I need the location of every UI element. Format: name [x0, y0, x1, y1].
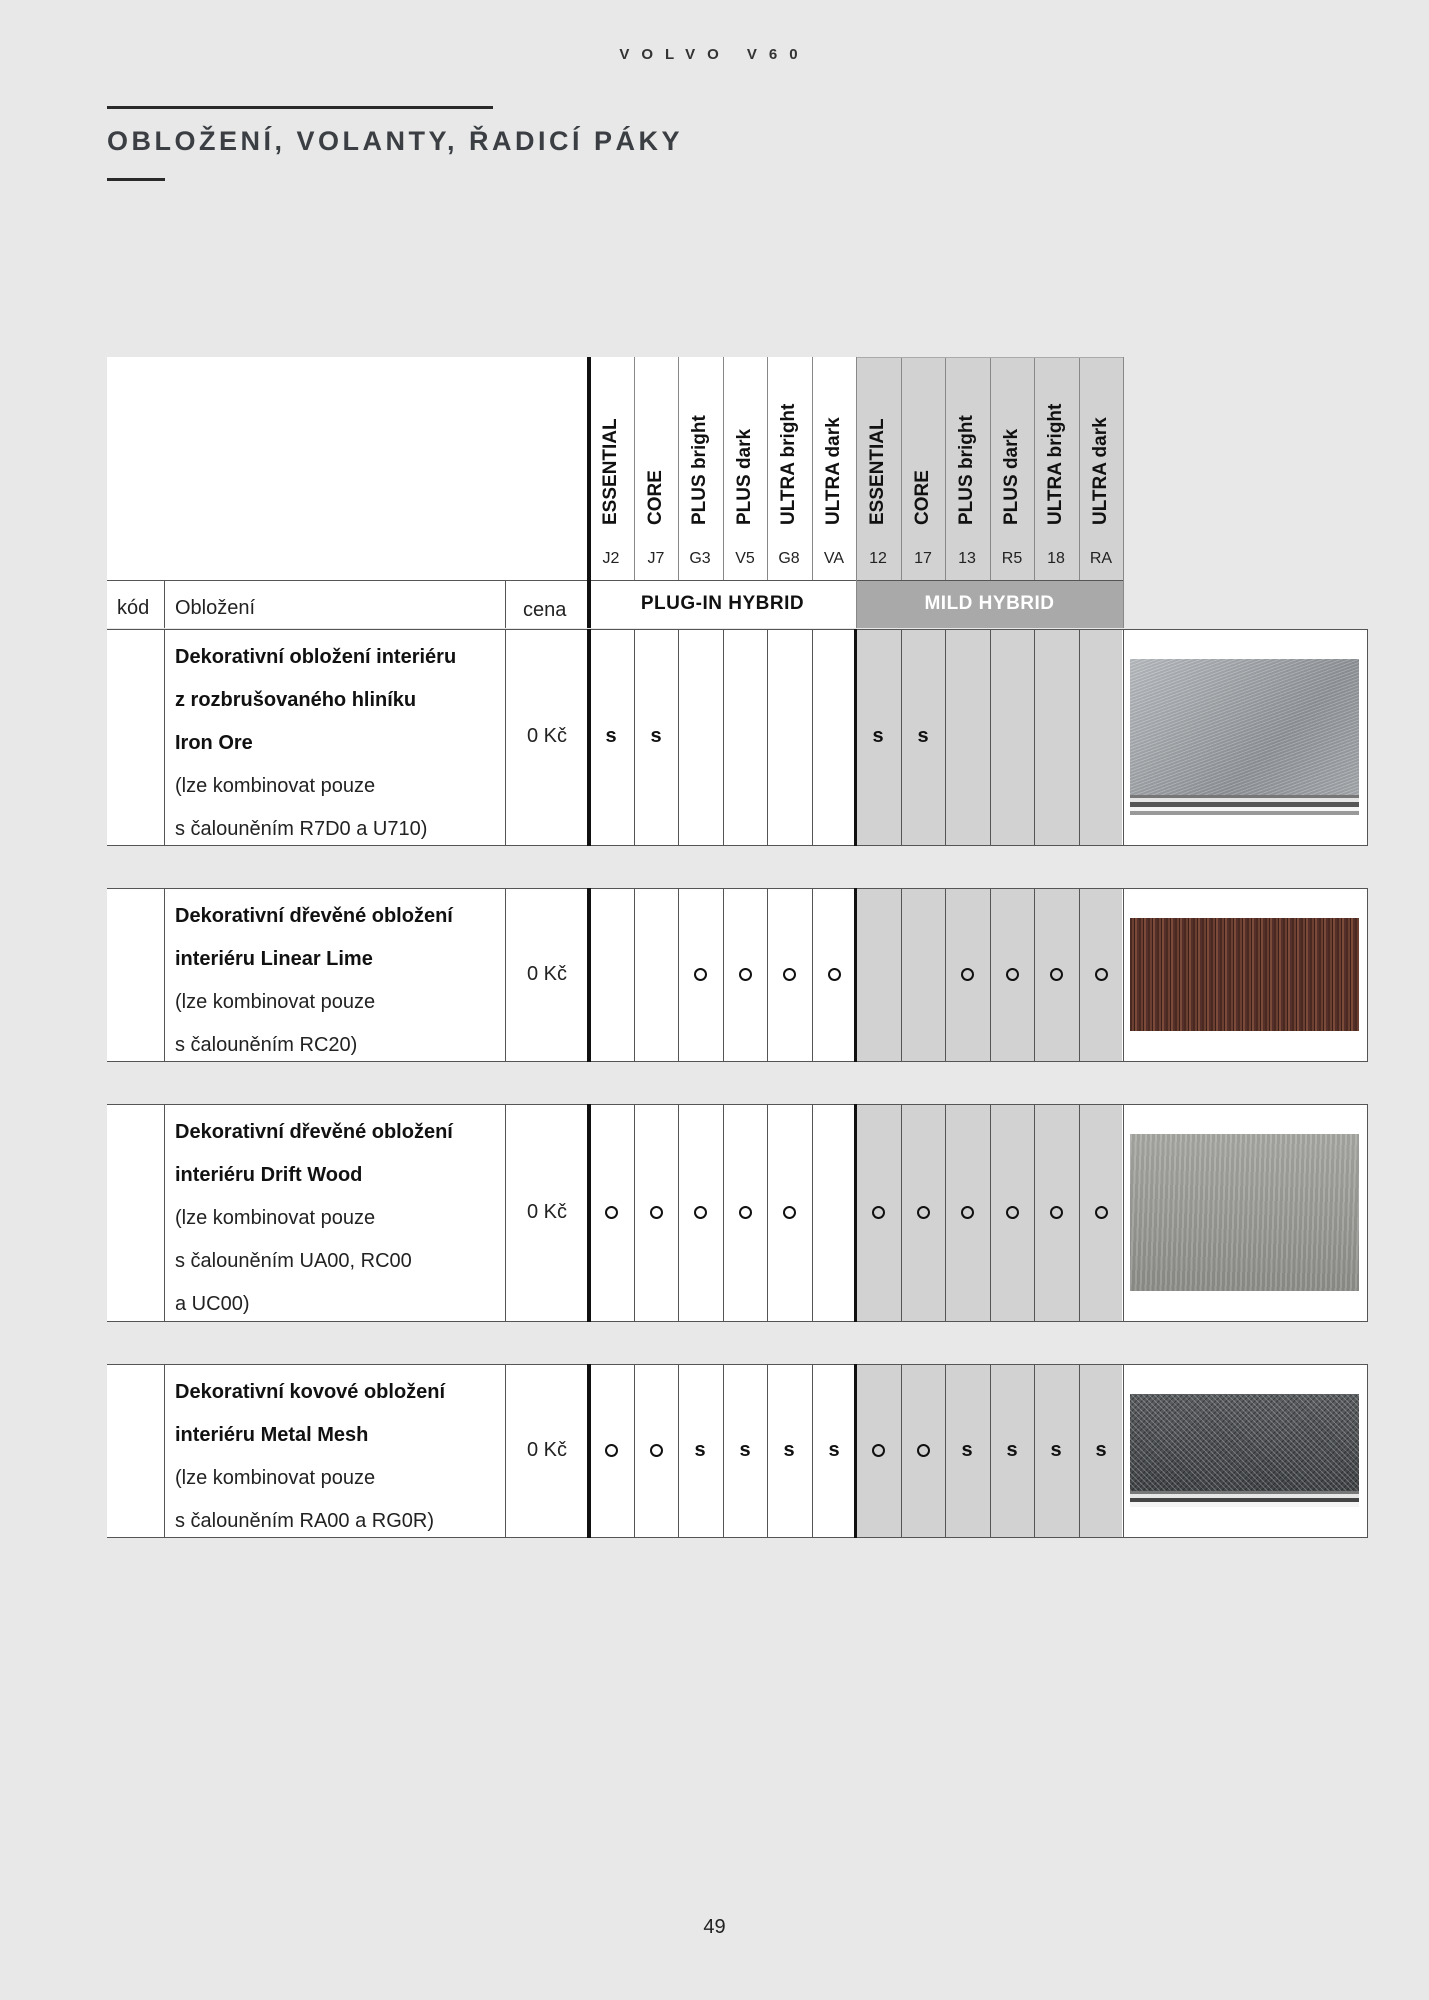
cell-divider	[767, 888, 768, 1061]
cell-divider	[990, 629, 991, 845]
variant-name: CORE	[912, 470, 933, 525]
swatch-right-border	[1367, 888, 1368, 1062]
optional-mark-icon	[872, 1444, 885, 1457]
swatch-dark-wood	[1130, 918, 1359, 1031]
optional-mark-icon	[1050, 968, 1063, 981]
optional-mark-icon	[694, 1206, 707, 1219]
header-divider	[723, 357, 724, 580]
swatch-metal-mesh	[1130, 1394, 1359, 1507]
cell-divider	[164, 1364, 165, 1537]
description-line: (lze kombinovat pouze	[175, 1207, 376, 1229]
cell-divider	[812, 629, 813, 845]
cell-divider	[505, 1364, 506, 1537]
cell-divider	[990, 1364, 991, 1537]
header-divider	[856, 357, 857, 628]
cell-divider	[812, 1104, 813, 1321]
standard-mark: s	[917, 725, 929, 747]
page-title: OBLOŽENÍ, VOLANTY, ŘADICÍ PÁKY	[107, 126, 684, 156]
cell-divider	[634, 1104, 635, 1321]
standard-mark: s	[872, 725, 884, 747]
header-divider	[812, 357, 813, 580]
variant-name: ESSENTIAL	[600, 418, 621, 525]
description-line: Dekorativní dřevěné obložení	[175, 1121, 453, 1143]
cell-divider	[505, 1104, 506, 1321]
cell-divider	[1034, 1364, 1035, 1537]
variant-name: CORE	[645, 470, 666, 525]
swatch-edge	[1130, 1491, 1359, 1507]
cell-divider	[505, 888, 506, 1061]
row-top-border	[107, 1364, 1367, 1365]
optional-mark-icon	[1095, 968, 1108, 981]
description-line: Dekorativní kovové obložení	[175, 1381, 446, 1403]
cell-divider	[634, 629, 635, 845]
variant-name: ULTRA bright	[778, 403, 799, 525]
row-bottom-border	[107, 1537, 1367, 1538]
optional-mark-icon	[694, 968, 707, 981]
cell-divider	[1034, 1104, 1035, 1321]
header-divider	[1034, 357, 1035, 580]
optional-mark-icon	[1050, 1206, 1063, 1219]
cell-divider	[678, 888, 679, 1061]
group-top-border	[107, 580, 1123, 581]
cell-divider	[678, 1104, 679, 1321]
variant-name: PLUS bright	[689, 415, 710, 525]
standard-mark: s	[1095, 1438, 1107, 1461]
row-bottom-border	[107, 845, 1367, 846]
variant-code: 17	[914, 550, 932, 567]
optional-mark-icon	[1006, 968, 1019, 981]
standard-mark: s	[650, 725, 662, 747]
cell-divider	[767, 629, 768, 845]
cell-divider	[990, 1104, 991, 1321]
description-line: Dekorativní obložení interiéru	[175, 646, 457, 668]
cell-divider	[945, 629, 946, 845]
description-line: s čalouněním RC20)	[175, 1034, 358, 1056]
variant-code: J7	[647, 550, 665, 567]
optional-mark-icon	[605, 1206, 618, 1219]
description-line: interiéru Linear Lime	[175, 948, 373, 970]
row-price: 0 Kč	[526, 725, 568, 747]
cell-divider	[634, 1364, 635, 1537]
variant-name: ULTRA bright	[1045, 403, 1066, 525]
description-line: interiéru Metal Mesh	[175, 1424, 369, 1446]
description-line: (lze kombinovat pouze	[175, 1467, 376, 1489]
swatch-right-border	[1367, 1364, 1368, 1538]
swatch-brushed-aluminium	[1130, 659, 1359, 815]
variant-name: PLUS dark	[734, 428, 755, 525]
variant-name: ESSENTIAL	[867, 418, 888, 525]
header-divider	[164, 580, 165, 628]
brand-header: VOLVO V60	[619, 46, 810, 63]
cell-divider	[901, 1364, 902, 1537]
header-divider	[945, 357, 946, 580]
swatch-right-border	[1367, 629, 1368, 846]
variant-code: VA	[823, 550, 845, 567]
optional-mark-icon	[783, 1206, 796, 1219]
group-divider	[587, 629, 591, 846]
description-line: Dekorativní dřevěné obložení	[175, 905, 453, 927]
cell-divider	[678, 629, 679, 845]
row-price: 0 Kč	[526, 962, 568, 985]
header-divider	[901, 357, 902, 580]
variant-code: RA	[1089, 550, 1113, 567]
variant-code: R5	[1001, 550, 1023, 567]
variant-name: PLUS dark	[1001, 428, 1022, 525]
standard-mark: s	[694, 1438, 706, 1461]
group-divider	[854, 888, 857, 1062]
variant-code: 12	[869, 550, 887, 567]
description-line: a UC00)	[175, 1293, 250, 1315]
cell-divider	[1123, 1104, 1124, 1321]
column-header-name: Obložení	[175, 597, 256, 619]
swatch-right-border	[1367, 1104, 1368, 1322]
variant-code: G3	[689, 550, 711, 567]
cell-divider	[767, 1364, 768, 1537]
row-bottom-border	[107, 1321, 1367, 1322]
group-label: MILD HYBRID	[924, 593, 1055, 614]
header-divider	[1079, 357, 1080, 580]
variant-code: J2	[602, 550, 620, 567]
group-divider	[854, 1104, 857, 1322]
row-price: 0 Kč	[526, 1200, 568, 1223]
cell-divider	[1034, 888, 1035, 1061]
optional-mark-icon	[872, 1206, 885, 1219]
cell-divider	[1079, 888, 1080, 1061]
header-divider	[634, 357, 635, 580]
cell-divider	[767, 1104, 768, 1321]
cell-divider	[723, 888, 724, 1061]
optional-mark-icon	[1095, 1206, 1108, 1219]
cell-divider	[945, 1364, 946, 1537]
description-line: Iron Ore	[175, 732, 253, 754]
group-label: PLUG-IN HYBRID	[640, 593, 805, 614]
description-line: (lze kombinovat pouze	[175, 991, 376, 1013]
optional-mark-icon	[1006, 1206, 1019, 1219]
header-divider	[990, 357, 991, 580]
optional-mark-icon	[917, 1206, 930, 1219]
group-divider	[854, 1364, 857, 1538]
cell-divider	[634, 888, 635, 1061]
header-right-border	[1123, 357, 1124, 628]
optional-mark-icon	[605, 1444, 618, 1457]
header-divider	[678, 357, 679, 580]
standard-mark: s	[739, 1438, 751, 1461]
group-divider	[587, 888, 591, 1062]
cell-divider	[901, 888, 902, 1061]
row-top-border	[107, 1104, 1367, 1105]
cell-divider	[901, 629, 902, 845]
group-divider	[854, 629, 857, 846]
optional-mark-icon	[739, 968, 752, 981]
optional-mark-icon	[739, 1206, 752, 1219]
variant-name: ULTRA dark	[823, 417, 844, 525]
description-line: s čalouněním UA00, RC00	[175, 1250, 412, 1272]
cell-divider	[723, 1364, 724, 1537]
variant-code: G8	[778, 550, 800, 567]
cell-divider	[1079, 629, 1080, 845]
cell-divider	[1079, 1104, 1080, 1321]
description-line: interiéru Drift Wood	[175, 1164, 363, 1186]
header-divider	[767, 357, 768, 580]
cell-divider	[812, 888, 813, 1061]
cell-divider	[164, 1104, 165, 1321]
cell-divider	[505, 629, 506, 845]
optional-mark-icon	[961, 1206, 974, 1219]
cell-divider	[164, 629, 165, 845]
cell-divider	[164, 888, 165, 1061]
description-line: s čalouněním RA00 a RG0R)	[175, 1510, 435, 1532]
page-number: 49	[703, 1916, 726, 1938]
optional-mark-icon	[961, 968, 974, 981]
group-divider	[587, 1104, 591, 1322]
row-bottom-border	[107, 1061, 1367, 1062]
header-top-border	[856, 357, 1123, 358]
row-top-border	[107, 888, 1367, 889]
column-header-price: cena	[523, 599, 567, 621]
group-divider	[587, 357, 591, 628]
standard-mark: s	[1006, 1438, 1018, 1461]
header-blank-area	[107, 357, 589, 580]
optional-mark-icon	[783, 968, 796, 981]
optional-mark-icon	[650, 1206, 663, 1219]
description-line: (lze kombinovat pouze	[175, 775, 376, 797]
standard-mark: s	[783, 1438, 795, 1461]
cell-divider	[945, 888, 946, 1061]
variant-code: 18	[1047, 550, 1065, 567]
standard-mark: s	[961, 1438, 973, 1461]
cell-divider	[1079, 1364, 1080, 1537]
swatch-edge	[1130, 795, 1359, 815]
variant-code: V5	[735, 550, 755, 567]
cell-divider	[990, 888, 991, 1061]
swatch-grey-wood	[1130, 1134, 1359, 1291]
variant-name: PLUS bright	[956, 415, 977, 525]
optional-mark-icon	[828, 968, 841, 981]
standard-mark: s	[1050, 1438, 1062, 1461]
description-line: z rozbrušovaného hliníku	[175, 689, 417, 711]
optional-mark-icon	[650, 1444, 663, 1457]
standard-mark: s	[605, 725, 617, 747]
group-divider	[587, 1364, 591, 1538]
cell-divider	[723, 1104, 724, 1321]
cell-divider	[1123, 1364, 1124, 1537]
cell-divider	[723, 629, 724, 845]
header-divider	[505, 580, 506, 628]
cell-divider	[1123, 888, 1124, 1061]
cell-divider	[812, 1364, 813, 1537]
cell-divider	[901, 1104, 902, 1321]
description-line: s čalouněním R7D0 a U710)	[175, 818, 428, 840]
cell-divider	[1123, 629, 1124, 845]
cell-divider	[1034, 629, 1035, 845]
row-price: 0 Kč	[526, 1438, 568, 1461]
column-header-code: kód	[117, 597, 150, 619]
variant-name: ULTRA dark	[1090, 417, 1111, 525]
cell-divider	[945, 1104, 946, 1321]
cell-divider	[678, 1364, 679, 1537]
row-top-border	[107, 629, 1367, 630]
variant-code: 13	[958, 550, 976, 567]
optional-mark-icon	[917, 1444, 930, 1457]
standard-mark: s	[828, 1438, 840, 1461]
